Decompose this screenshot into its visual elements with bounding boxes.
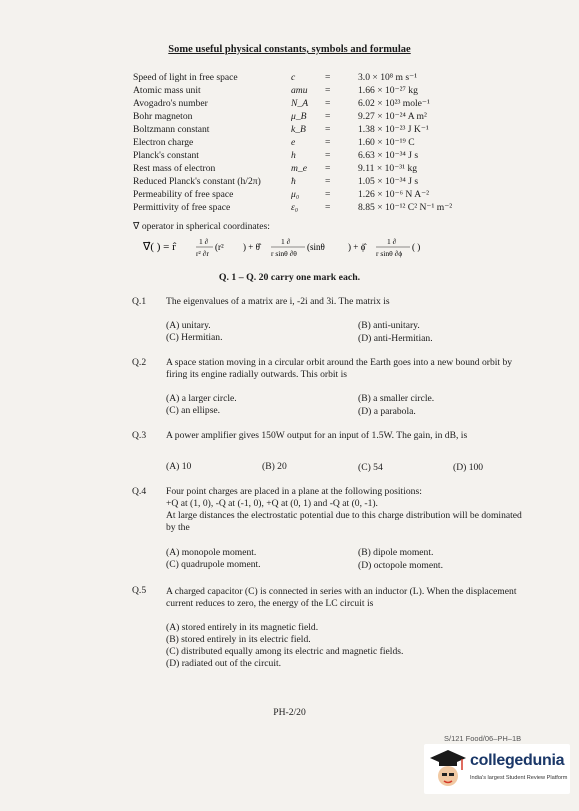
constant-symbol: c: [291, 72, 296, 83]
constant-symbol: h: [291, 150, 296, 161]
question-text-continued: At large distances the electrostatic potential due to this charge distribution will be dominated by the: [166, 510, 522, 533]
option-a: (A) stored entirely in its magnetic field.: [166, 622, 319, 633]
option-d: (D) a parabola.: [358, 406, 416, 417]
question-text: Four point charges are placed in a plane at the following positions:: [166, 486, 422, 497]
constant-name: Electron charge: [133, 137, 194, 148]
svg-text:( ): ( ): [412, 242, 421, 252]
collegedunia-logo[interactable]: [424, 744, 570, 794]
svg-text:(r²: (r²: [215, 242, 224, 252]
option-b: (B) stored entirely in its electric field.: [166, 634, 311, 645]
logo-tagline: India's largest Student Review Platform: [470, 775, 568, 781]
equals-sign: =: [325, 150, 331, 161]
constant-symbol: m_e: [291, 163, 307, 174]
constant-symbol: e: [291, 137, 296, 148]
question-number: Q.1: [132, 296, 147, 307]
nabla-label: ∇⃗ operator in spherical coordinates:: [133, 221, 270, 232]
equals-sign: =: [325, 176, 331, 187]
constant-value: 6.02 × 10²³ mole⁻¹: [358, 98, 430, 109]
option-b: (B) anti-unitary.: [358, 320, 420, 331]
equals-sign: =: [325, 124, 331, 135]
svg-text:(sinθ: (sinθ: [307, 242, 325, 252]
constant-name: Boltzmann constant: [133, 124, 210, 135]
constant-value: 1.60 × 10⁻¹⁹ C: [358, 137, 415, 148]
constant-value: 6.63 × 10⁻³⁴ J s: [358, 150, 419, 161]
constant-symbol: N_A: [291, 98, 309, 109]
equals-sign: =: [325, 137, 331, 148]
svg-text:r sinθ ∂θ: r sinθ ∂θ: [271, 249, 297, 258]
svg-text:) + ϕ̂: ) + ϕ̂: [348, 242, 366, 252]
constant-name: Planck's constant: [133, 150, 199, 161]
question-number: Q.4: [132, 486, 147, 497]
constant-symbol: k_B: [291, 124, 306, 135]
logo-name: collegedunia: [470, 752, 565, 769]
constant-value: 1.26 × 10⁻⁶ N A⁻²: [358, 189, 430, 200]
constant-value: 3.0 × 10⁸ m s⁻¹: [358, 72, 418, 83]
svg-text:r sinθ ∂ϕ: r sinθ ∂ϕ: [376, 249, 403, 258]
question-text: A charged capacitor (C) is connected in series with an inductor (L). When the displacement current reduces to zero, the energy of the LC circuit is: [166, 586, 517, 609]
constant-name: Permittivity of free space: [133, 202, 231, 213]
constant-value: 1.05 × 10⁻³⁴ J s: [358, 176, 419, 187]
constant-name: Rest mass of electron: [133, 163, 216, 174]
equals-sign: =: [325, 111, 331, 122]
constant-name: Bohr magneton: [133, 111, 193, 122]
svg-text:1 ∂: 1 ∂: [199, 237, 209, 246]
page-number: PH-2/20: [273, 707, 306, 718]
option-b: (B) dipole moment.: [358, 547, 434, 558]
equals-sign: =: [325, 72, 331, 83]
graduate-cap-icon: [428, 746, 468, 792]
question-text-positions: +Q at (1, 0), -Q at (-1, 0), +Q at (0, 1) and -Q at (0, -1).: [166, 498, 378, 509]
constant-name: Avogadro's number: [133, 98, 208, 109]
option-d: (D) radiated out of the circuit.: [166, 658, 282, 669]
option-b: (B) 20: [262, 461, 287, 472]
option-a: (A) monopole moment.: [166, 547, 257, 558]
option-a: (A) unitary.: [166, 320, 211, 331]
equals-sign: =: [325, 98, 331, 109]
svg-text:1 ∂: 1 ∂: [281, 237, 291, 246]
question-text: A space station moving in a circular orbit around the Earth goes into a new bound orbit by firing its engine radially outwards. This orbit is: [166, 357, 513, 380]
constant-value: 8.85 × 10⁻¹² C² N⁻¹ m⁻²: [358, 202, 453, 213]
constant-value: 1.38 × 10⁻²³ J K⁻¹: [358, 124, 429, 135]
option-c: (C) Hermitian.: [166, 332, 223, 343]
constant-symbol: ε₀: [291, 202, 299, 213]
svg-text:) + θ̂: ) + θ̂: [243, 242, 260, 252]
constant-name: Speed of light in free space: [133, 72, 238, 83]
equals-sign: =: [325, 189, 331, 200]
option-c: (C) an ellipse.: [166, 405, 221, 416]
option-a: (A) 10: [166, 461, 192, 472]
constant-value: 9.11 × 10⁻³¹ kg: [358, 163, 418, 174]
question-number: Q.5: [132, 585, 147, 596]
constant-symbol: μ_B: [291, 111, 307, 122]
paper-code: S/121 Food/06–PH–1B: [444, 734, 522, 743]
equals-sign: =: [325, 85, 331, 96]
spherical-del-formula: [133, 234, 563, 262]
constant-value: 9.27 × 10⁻²⁴ A m²: [358, 111, 427, 122]
svg-text:r² ∂r: r² ∂r: [196, 249, 209, 258]
constant-value: 1.66 × 10⁻²⁷ kg: [358, 85, 418, 96]
option-d: (D) octopole moment.: [358, 560, 443, 571]
option-c: (C) distributed equally among its electric and magnetic fields.: [166, 646, 404, 657]
option-b: (B) a smaller circle.: [358, 393, 435, 404]
equals-sign: =: [325, 202, 331, 213]
option-d: (D) 100: [453, 462, 484, 473]
page-title: Some useful physical constants, symbols and formulae: [168, 44, 411, 55]
constant-name: Permeability of free space: [133, 189, 234, 200]
constant-symbol: ħ: [291, 176, 296, 187]
equals-sign: =: [325, 163, 331, 174]
constant-name: Atomic mass unit: [133, 85, 201, 96]
option-c: (C) 54: [358, 462, 383, 473]
option-c: (C) quadrupole moment.: [166, 559, 261, 570]
option-a: (A) a larger circle.: [166, 393, 237, 404]
option-d: (D) anti-Hermitian.: [358, 333, 433, 344]
question-text: The eigenvalues of a matrix are i, -2i and 3i. The matrix is: [166, 296, 390, 307]
svg-text:1 ∂: 1 ∂: [387, 237, 397, 246]
svg-text:∇⃗( ) = r̂: ∇⃗( ) = r̂: [143, 241, 176, 253]
question-number: Q.2: [132, 357, 147, 368]
constant-symbol: amu: [291, 85, 308, 96]
constant-name: Reduced Planck's constant (h/2π): [133, 176, 261, 187]
question-text: A power amplifier gives 150W output for an input of 1.5W. The gain, in dB, is: [166, 430, 468, 441]
section-header: Q. 1 – Q. 20 carry one mark each.: [218, 272, 361, 283]
question-number: Q.3: [132, 430, 147, 441]
constant-symbol: μ₀: [291, 189, 300, 200]
